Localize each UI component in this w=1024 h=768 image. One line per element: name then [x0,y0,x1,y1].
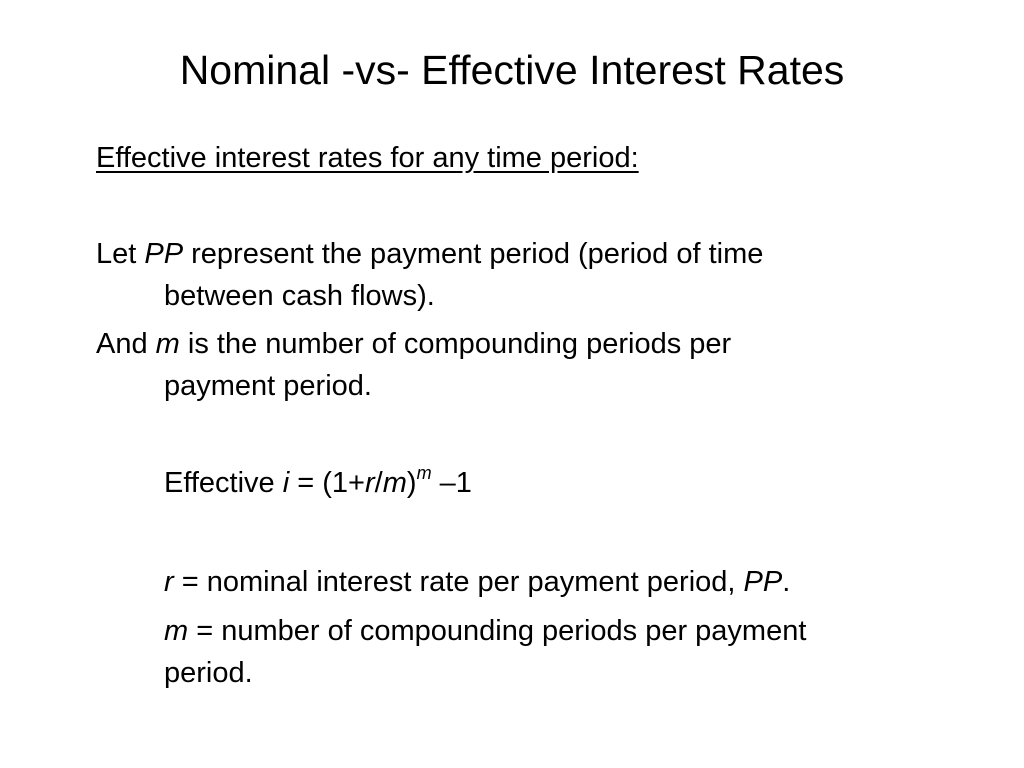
slide-title: Nominal -vs- Effective Interest Rates [179,47,845,93]
compounding-line [96,324,731,364]
payment-period-lead: Let [96,238,145,270]
m-variable: m [155,328,180,360]
section-heading: Effective interest rates for any time period: [96,142,639,174]
compounding-text: is the number of compounding periods per [179,328,732,360]
payment-period-line [96,234,763,274]
compounding-continuation: payment period. [164,370,372,402]
payment-period-continuation: between cash flows). [164,280,435,312]
formula-label: Effective [164,467,283,499]
formula-i: i [282,467,290,499]
formula-exponent: m [416,463,432,484]
formula-close-paren: ) [406,467,417,499]
formula-m: m [382,467,407,499]
formula-tail: –1 [431,467,472,499]
m-definition-var: m [164,615,189,647]
formula-r: r [364,467,375,499]
effective-rate-formula [164,463,472,503]
pp-variable: PP [144,238,184,270]
m-definition-continuation: period. [164,657,253,689]
payment-period-text: represent the payment period (period of time [183,238,764,270]
compounding-lead: And [96,328,156,360]
r-definition-text: = nominal interest rate per payment period, [173,566,744,598]
r-definition-pp: PP [743,566,783,598]
r-definition-end: . [782,566,791,598]
formula-slash: / [374,467,383,499]
formula-equals: = (1+ [289,467,365,499]
r-definition [164,562,790,602]
m-definition [164,611,806,651]
r-definition-var: r [164,566,174,598]
m-definition-text: = number of compounding periods per payment [188,615,807,647]
